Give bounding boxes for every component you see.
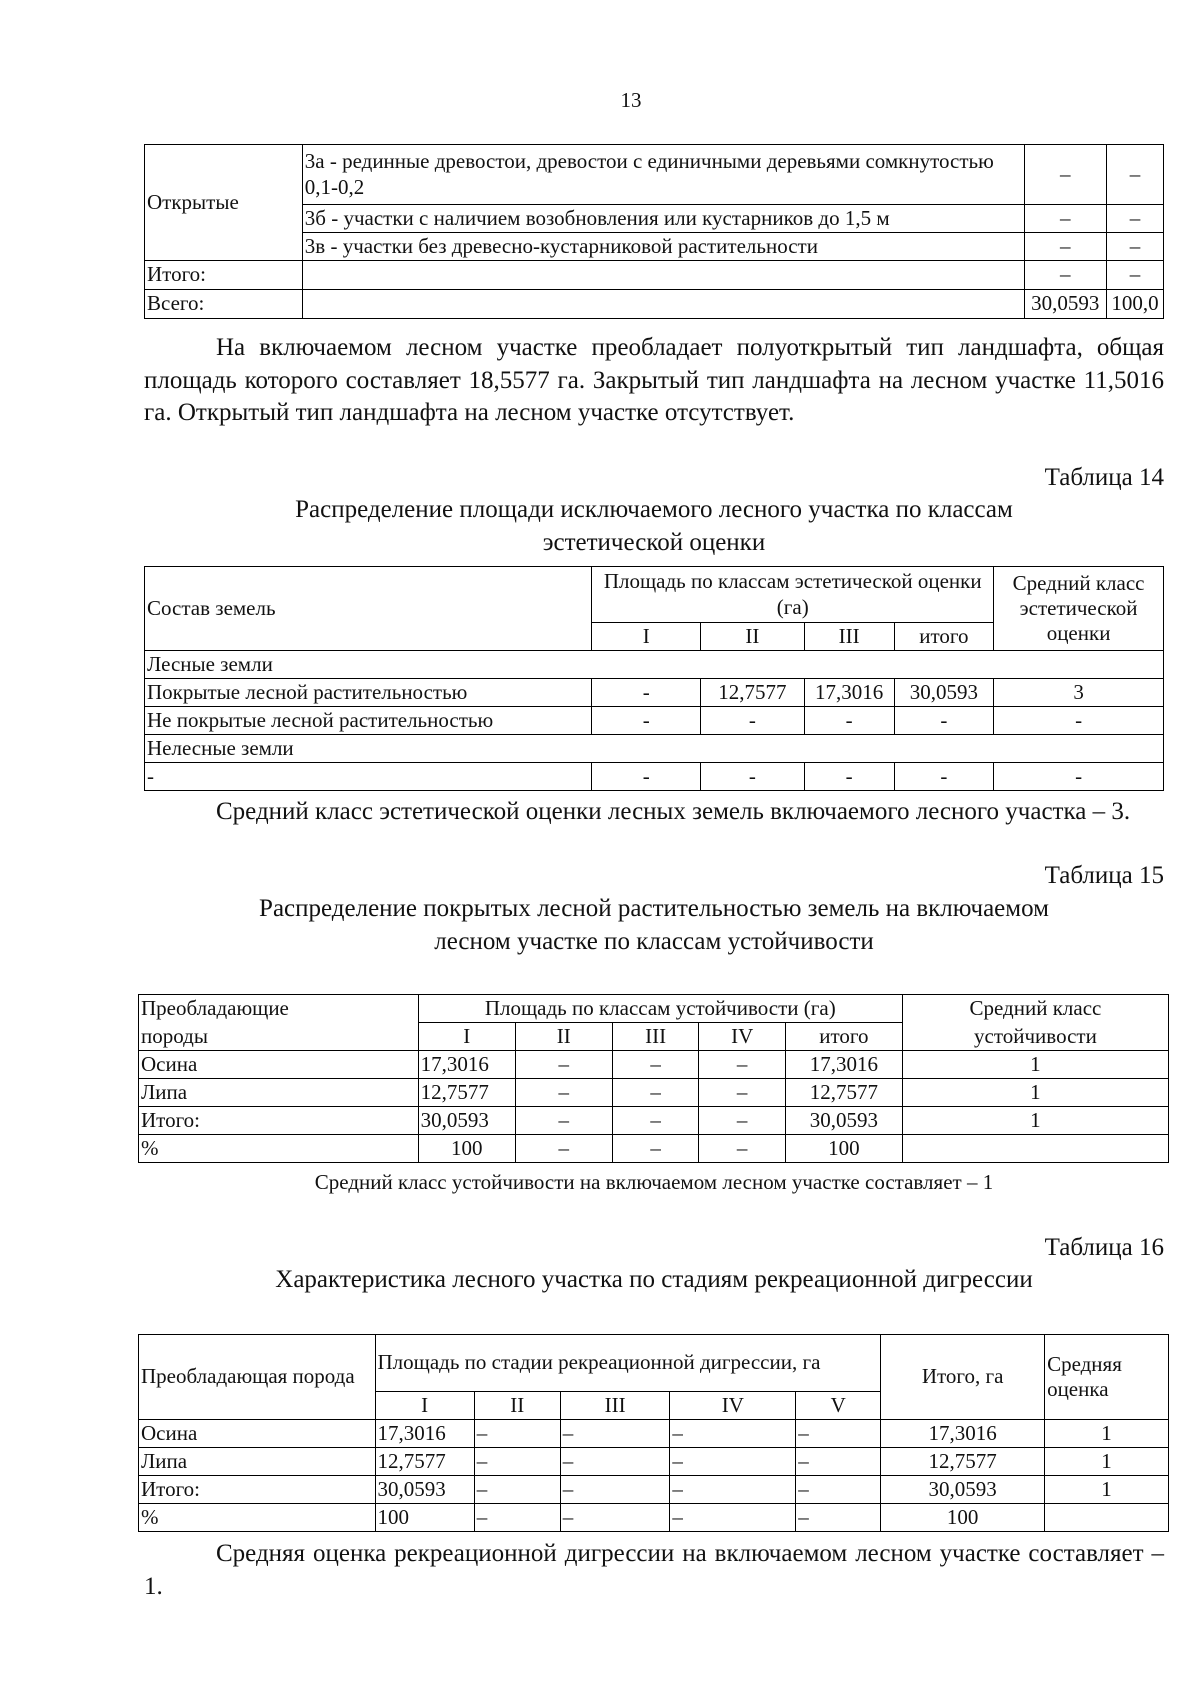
table-cell: 100 xyxy=(785,1135,902,1163)
table-cell: - xyxy=(592,763,701,791)
row-name: Осина xyxy=(139,1420,376,1448)
aesthetic-class-table xyxy=(144,566,1164,791)
col-header: IV xyxy=(699,1023,786,1051)
table-cell: 1 xyxy=(902,1079,1168,1107)
table-cell: 17,3016 xyxy=(881,1420,1045,1448)
table-16-label: Таблица 16 xyxy=(1044,1234,1164,1261)
table-cell: – xyxy=(515,1135,612,1163)
table-cell: – xyxy=(474,1476,560,1504)
table-cell: – xyxy=(612,1079,699,1107)
recreational-digression-table xyxy=(138,1334,1169,1532)
stability-class-table xyxy=(138,994,1169,1163)
col-header: IV xyxy=(670,1392,796,1420)
open-group-label: Открытые xyxy=(145,145,303,261)
row-name: Итого: xyxy=(139,1476,376,1504)
table-cell: - xyxy=(894,763,993,791)
table-cell: – xyxy=(474,1420,560,1448)
table-cell: 1 xyxy=(902,1051,1168,1079)
table-cell: – xyxy=(699,1079,786,1107)
table-cell: 3а - рединные древостои, древостои с единичными деревьями сомкнутостью 0,1-0,2 xyxy=(302,145,1024,205)
table-row xyxy=(139,1420,1169,1448)
table-cell: – xyxy=(515,1051,612,1079)
col-header: итого xyxy=(785,1023,902,1051)
table-cell: 12,7577 xyxy=(881,1448,1045,1476)
table-cell: – xyxy=(612,1107,699,1135)
col-header: III xyxy=(560,1392,670,1420)
table-cell: 3б - участки с наличием возобновления или кустарников до 1,5 м xyxy=(302,205,1024,233)
total-label: Итого: xyxy=(145,261,303,290)
header-land: Состав земель xyxy=(145,567,592,651)
table-cell: – xyxy=(1106,233,1163,261)
table-cell: 100,0 xyxy=(1106,290,1163,319)
header-species: породы xyxy=(139,1023,419,1051)
table-cell: - xyxy=(804,763,894,791)
page-number: 13 xyxy=(620,88,642,112)
col-header: I xyxy=(592,623,701,651)
table-cell: 17,3016 xyxy=(804,679,894,707)
table-cell: – xyxy=(796,1448,881,1476)
table-15-caption: Распределение покрытых лесной растительностью земель на включаемом лесном участке по классам устойчивости xyxy=(259,895,1049,955)
table-row xyxy=(139,1079,1169,1107)
table-cell: 17,3016 xyxy=(375,1420,474,1448)
table-cell: – xyxy=(560,1448,670,1476)
table-cell: 30,0593 xyxy=(881,1476,1045,1504)
row-name: Итого: xyxy=(139,1107,419,1135)
landscape-type-table xyxy=(144,144,1164,319)
section-forest: Лесные земли xyxy=(145,651,1164,679)
section-nonforest: Нелесные земли xyxy=(145,735,1164,763)
col-header: II xyxy=(515,1023,612,1051)
header-area: Площадь по классам устойчивости (га) xyxy=(418,995,902,1023)
table-cell: – xyxy=(670,1476,796,1504)
table-cell: 1 xyxy=(1045,1476,1169,1504)
table-cell: – xyxy=(560,1420,670,1448)
table-cell: 12,7577 xyxy=(701,679,805,707)
table-cell: – xyxy=(1024,145,1106,205)
table-cell: 1 xyxy=(902,1107,1168,1135)
table-15-label: Таблица 15 xyxy=(1044,862,1164,889)
row-name: Не покрытые лесной растительностью xyxy=(145,707,592,735)
table-cell: 30,0593 xyxy=(375,1476,474,1504)
table-cell: – xyxy=(1024,233,1106,261)
table-cell: – xyxy=(560,1504,670,1532)
header-area: Площадь по стадии рекреационной дигрессии, га xyxy=(375,1335,881,1392)
col-header: II xyxy=(701,623,805,651)
stability-note: Средний класс устойчивости на включаемом лесном участке составляет – 1 xyxy=(314,1170,994,1194)
header-area: Площадь по классам эстетической оценки (га) xyxy=(592,567,994,623)
grand-total-label: Всего: xyxy=(145,290,303,319)
table-cell: – xyxy=(515,1107,612,1135)
table-cell: – xyxy=(560,1476,670,1504)
table-cell: 30,0593 xyxy=(418,1107,515,1135)
table-cell: 100 xyxy=(881,1504,1045,1532)
table-cell: - xyxy=(894,707,993,735)
table-cell: 30,0593 xyxy=(785,1107,902,1135)
table-cell: – xyxy=(1106,205,1163,233)
table-cell: – xyxy=(612,1135,699,1163)
table-cell: - xyxy=(804,707,894,735)
table-cell: 100 xyxy=(418,1135,515,1163)
table-row xyxy=(139,1504,1169,1532)
col-header: I xyxy=(418,1023,515,1051)
table-cell: - xyxy=(994,763,1164,791)
table-cell xyxy=(902,1135,1168,1163)
header-avg: устойчивости xyxy=(902,1023,1168,1051)
col-header: I xyxy=(375,1392,474,1420)
col-header: III xyxy=(804,623,894,651)
table-cell: 1 xyxy=(1045,1448,1169,1476)
table-row xyxy=(139,1476,1169,1504)
table-cell: – xyxy=(1106,261,1163,290)
col-header: итого xyxy=(894,623,993,651)
table-cell: – xyxy=(699,1107,786,1135)
table-cell: – xyxy=(1024,261,1106,290)
table-cell: – xyxy=(670,1420,796,1448)
table-cell: - xyxy=(592,707,701,735)
table-cell: – xyxy=(796,1420,881,1448)
table-cell: 3в - участки без древесно-кустарниковой растительности xyxy=(302,233,1024,261)
table-row xyxy=(139,1135,1169,1163)
paragraph-aesthetic: Средний класс эстетической оценки лесных земель включаемого лесного участка – 3. xyxy=(216,798,1131,825)
table-cell: 30,0593 xyxy=(894,679,993,707)
header-species: Преобладающие xyxy=(139,995,419,1023)
row-name: Покрытые лесной растительностью xyxy=(145,679,592,707)
col-header: III xyxy=(612,1023,699,1051)
table-cell: 12,7577 xyxy=(418,1079,515,1107)
table-cell: - xyxy=(701,763,805,791)
table-cell: – xyxy=(1024,205,1106,233)
table-cell: 12,7577 xyxy=(375,1448,474,1476)
row-name: % xyxy=(139,1135,419,1163)
table-cell: – xyxy=(1106,145,1163,205)
table-cell xyxy=(1045,1504,1169,1532)
paragraph-landscape: На включаемом лесном участке преобладает полуоткрытый тип ландшафта, общая площадь которого составляет 18,5577 га. Закрытый тип ландшафта на лесном участке 11,5016 га. Открытый тип ландшафта на лесном участке отсутствует. xyxy=(144,334,1164,426)
table-cell: – xyxy=(796,1476,881,1504)
table-cell: – xyxy=(670,1448,796,1476)
table-row xyxy=(139,1448,1169,1476)
table-cell: – xyxy=(796,1504,881,1532)
header-species: Преобладающая порода xyxy=(139,1335,376,1420)
table-cell: 1 xyxy=(1045,1420,1169,1448)
table-cell: – xyxy=(670,1504,796,1532)
table-16-caption: Характеристика лесного участка по стадиям рекреационной дигрессии xyxy=(275,1266,1033,1293)
table-cell: – xyxy=(699,1051,786,1079)
table-cell: – xyxy=(515,1079,612,1107)
table-cell: 12,7577 xyxy=(785,1079,902,1107)
row-name: % xyxy=(139,1504,376,1532)
table-cell: – xyxy=(612,1051,699,1079)
table-14-caption: Распределение площади исключаемого лесного участка по классам эстетической оценки xyxy=(295,496,1013,556)
table-cell: 30,0593 xyxy=(1024,290,1106,319)
table-cell: 17,3016 xyxy=(785,1051,902,1079)
header-avg: Средний класс xyxy=(902,995,1168,1023)
table-cell: 100 xyxy=(375,1504,474,1532)
table-cell: - xyxy=(701,707,805,735)
table-cell xyxy=(302,261,1024,290)
table-14-label: Таблица 14 xyxy=(1044,464,1164,491)
row-name: Липа xyxy=(139,1448,376,1476)
col-header: V xyxy=(796,1392,881,1420)
row-name: Липа xyxy=(139,1079,419,1107)
table-cell: 17,3016 xyxy=(418,1051,515,1079)
table-cell: - xyxy=(994,707,1164,735)
header-total: Итого, га xyxy=(881,1335,1045,1420)
table-cell: - xyxy=(592,679,701,707)
paragraph-digression: Средняя оценка рекреационной дигрессии на включаемом лесном участке составляет – 1. xyxy=(144,1540,1164,1600)
table-cell xyxy=(302,290,1024,319)
table-row xyxy=(139,1051,1169,1079)
table-row xyxy=(139,1107,1169,1135)
table-cell: – xyxy=(474,1448,560,1476)
col-header: II xyxy=(474,1392,560,1420)
header-avg: Средний класс эстетической оценки xyxy=(994,567,1164,651)
row-name: - xyxy=(145,763,592,791)
table-cell: 3 xyxy=(994,679,1164,707)
row-name: Осина xyxy=(139,1051,419,1079)
table-cell: – xyxy=(474,1504,560,1532)
table-cell: – xyxy=(699,1135,786,1163)
header-avg: Средняя оценка xyxy=(1045,1335,1169,1420)
